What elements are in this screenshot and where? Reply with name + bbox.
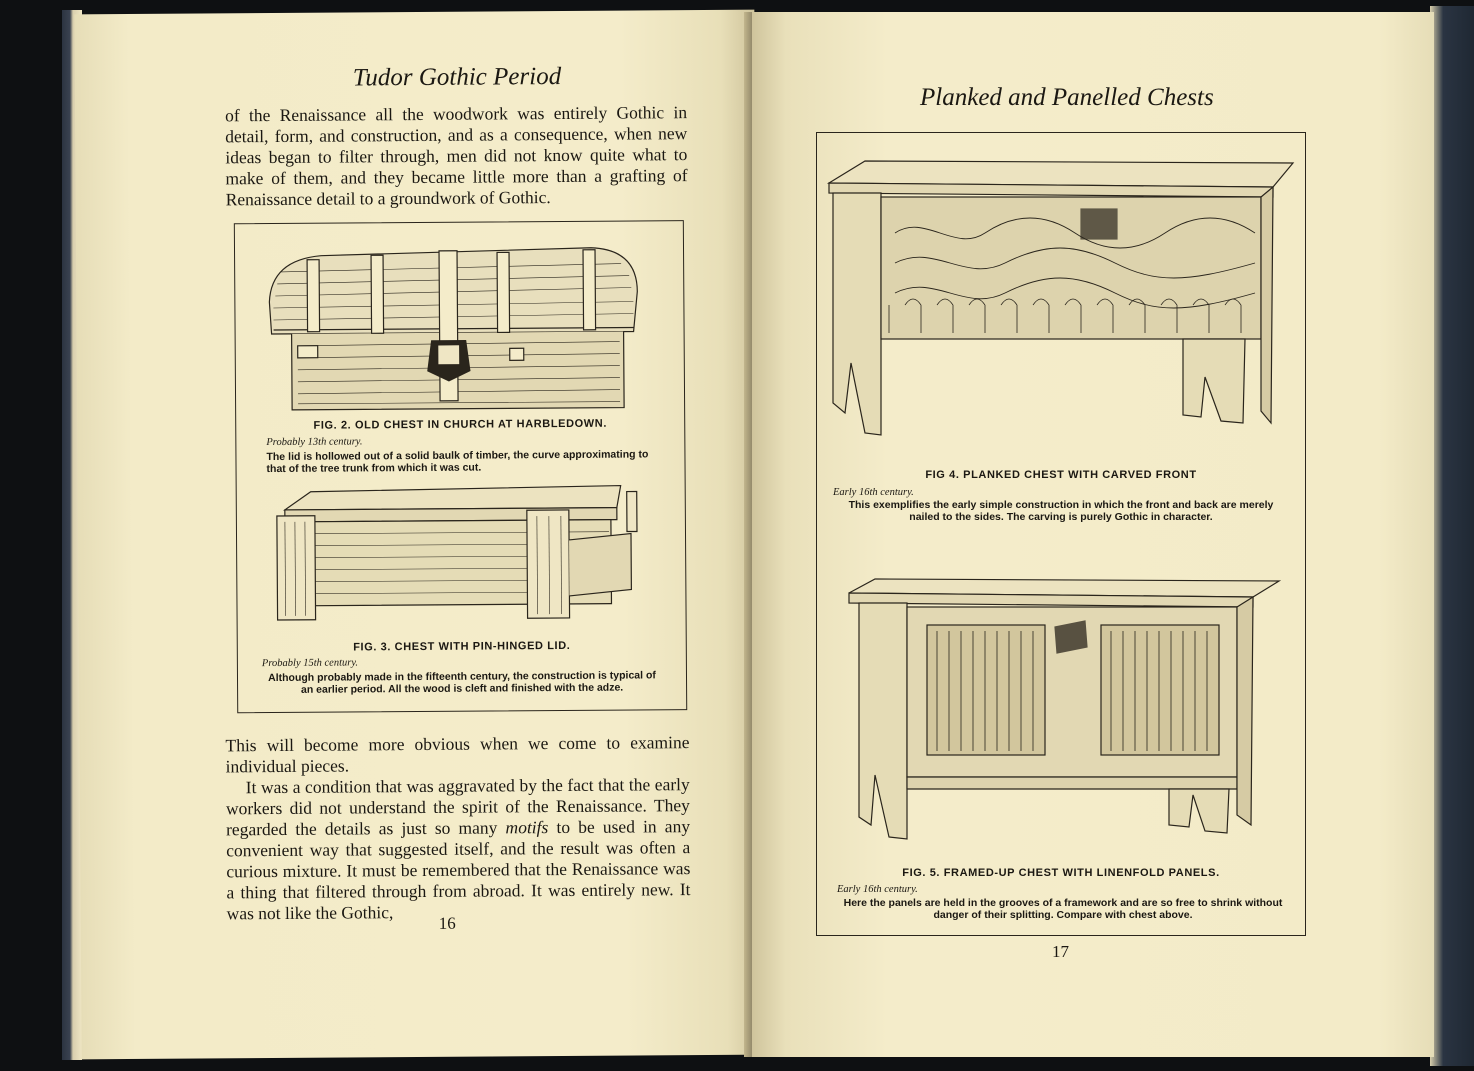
- fig-5-description: Here the panels are held in the grooves of a framework and are so free to shrink without danger of their splitting. Compare with chest above.: [843, 897, 1283, 921]
- book-cover-edge: [1430, 6, 1474, 1066]
- paragraph-text: of the Renaissance all the woodwork was entirely Gothic in detail, form, and construction, and as a consequence, when new ideas began to filter through, men did not know quite what to make of them, and they became little more than a grafting of Renaissance detail to a groundwork of Gothic.: [224, 102, 688, 210]
- left-paragraph-top: [225, 102, 688, 210]
- italic-text-run: motifs: [505, 817, 549, 838]
- fig-3-title: FIG. 3. CHEST WITH PIN-HINGED LID.: [353, 639, 571, 654]
- fig-4-date: Early 16th century.: [833, 487, 914, 498]
- text-run: to be used in any convenient way that suggested itself, and the result was often a curious mixture. It must be remembered that the Renaissance was a thing that filtered through from abroad. It was entirely new. It was not like the Gothic,: [226, 816, 691, 924]
- text-run: It was a condition that was aggravated by the fact that the early workers did not understand the spirit of the Renaissance. They regarded the details as just so many: [225, 774, 690, 840]
- left-page-number: 16: [438, 913, 456, 933]
- fig-2-title: FIG. 2. OLD CHEST IN CHURCH AT HARBLEDOWN.: [313, 417, 608, 432]
- paragraph-text: This will become more obvious when we come to examine individual pieces.: [225, 732, 690, 777]
- fig-2-illustration: [261, 239, 644, 414]
- fig-5-illustration: [845, 575, 1281, 845]
- right-running-head: Planked and Panelled Chests: [920, 84, 1214, 111]
- left-running-head: Tudor Gothic Period: [352, 62, 562, 92]
- left-page: [74, 10, 761, 1060]
- fig-5-title: FIG. 5. FRAMED-UP CHEST WITH LINENFOLD PANELS.: [902, 867, 1220, 879]
- fig-4-description: This exemplifies the early simple construction in which the front and back are merely nailed to the sides. The carving is purely Gothic in character.: [848, 499, 1274, 523]
- fig-3-date: Probably 15th century.: [261, 657, 359, 670]
- fig-2-date: Probably 13th century.: [266, 436, 363, 449]
- fig-3-description: Although probably made in the fifteenth century, the construction is typical of an earlier period. All the wood is cleft and finished with the adze.: [268, 669, 656, 696]
- right-page: [752, 12, 1434, 1057]
- paragraph-text-2: [226, 774, 691, 924]
- fig-2-description: The lid is hollowed out of a solid baulk of timber, the curve approximating to that of the tree trunk from which it was cut.: [266, 448, 649, 476]
- fig-3-illustration: [271, 479, 644, 624]
- figure-plate-right: [816, 132, 1306, 936]
- left-paragraph-bottom: [225, 732, 690, 924]
- fig-4-illustration: [825, 153, 1295, 453]
- fig-5-date: Early 16th century.: [837, 884, 918, 895]
- fig-4-title: FIG 4. PLANKED CHEST WITH CARVED FRONT: [925, 469, 1197, 481]
- figure-plate-left: [234, 220, 687, 713]
- right-page-number: 17: [1052, 942, 1069, 961]
